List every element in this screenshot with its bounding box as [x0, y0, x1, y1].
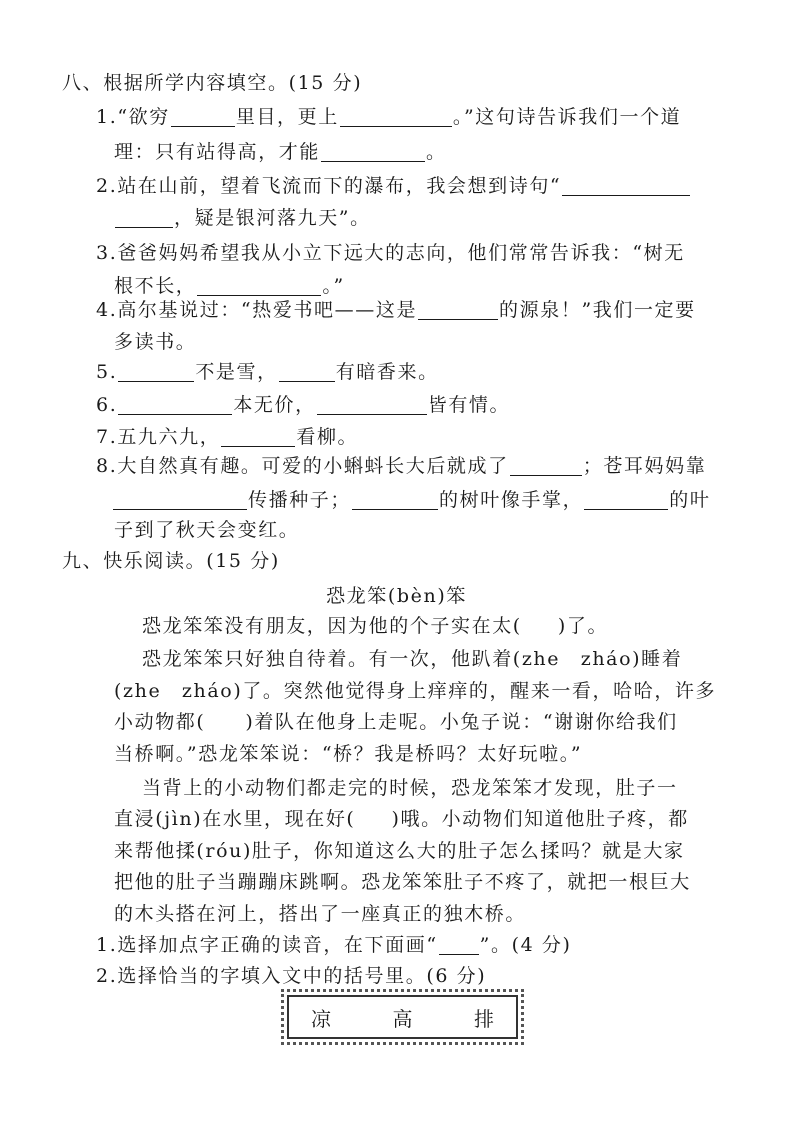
answer-blank[interactable] [418, 300, 498, 320]
text: 的叶 [669, 489, 711, 511]
story-paragraph-2-line-2: (zhe zháo)了。突然他觉得身上痒痒的，醒来一看，哈哈，许多 [114, 680, 717, 702]
text: 5. [96, 361, 118, 383]
text: 的树叶像手掌， [439, 489, 584, 511]
text: 6. [96, 394, 118, 416]
question-3-line-2 [114, 273, 345, 299]
text: 。”这句诗告诉我们一个道 [452, 106, 682, 128]
text: 的源泉！”我们一定要 [499, 299, 696, 321]
question-2-line-2 [114, 205, 371, 231]
text: ；苍耳妈妈靠 [582, 455, 707, 477]
story-title: 恐龙笨(bèn)笨 [326, 585, 467, 607]
text: 子到了秋天会变红。 [114, 519, 300, 541]
text: 。 [426, 141, 447, 163]
answer-blank[interactable] [584, 490, 668, 510]
question-8-line-1 [96, 453, 706, 479]
answer-blank[interactable] [279, 362, 335, 382]
word-choice-box [287, 995, 518, 1039]
text: 不是雪， [195, 361, 278, 383]
answer-blank[interactable] [510, 456, 582, 476]
answer-blank[interactable] [171, 107, 235, 127]
text: 看柳。 [296, 426, 359, 448]
story-paragraph-3-line-2 [114, 806, 689, 832]
answer-blank[interactable] [113, 490, 247, 510]
text: 皆有情。 [427, 394, 511, 416]
story-paragraph-3-line-3: 来帮他揉(róu)肚子，你知道这么大的肚子怎么揉吗？就是大家 [114, 840, 685, 862]
story-paragraph-3-line-4: 把他的肚子当蹦蹦床跳啊。恐龙笨笨肚子不疼了，就把一根巨大 [114, 871, 691, 893]
text: 本无价， [233, 394, 316, 416]
answer-blank[interactable] [115, 208, 173, 228]
section-9-heading: 九、快乐阅读。(15 分) [62, 550, 280, 572]
story-paragraph-1 [142, 613, 608, 639]
text: 7.五九六九， [96, 426, 221, 448]
text: 8.大自然真有趣。可爱的小蝌蚪长大后就成了 [96, 455, 509, 477]
question-7 [96, 424, 358, 450]
answer-blank[interactable] [197, 276, 321, 296]
text: 有暗香来。 [335, 361, 439, 383]
question-1-line-1 [96, 104, 681, 130]
answer-blank[interactable] [352, 490, 438, 510]
section-8-heading: 八、根据所学内容填空。(15 分) [62, 72, 363, 94]
story-paragraph-2-line-1: 恐龙笨笨只好独自待着。有一次，他趴着(zhe zháo)睡着 [142, 648, 683, 670]
text: 恐龙笨笨没有朋友，因为他的个子实在太( [142, 615, 522, 637]
text: 根不长， [114, 275, 197, 297]
text: 1.“欲穷 [96, 106, 170, 128]
text: 1.选择加点字正确的读音，在下面画“ [96, 934, 438, 956]
text: 里目，更上 [235, 106, 339, 128]
question-3-line-1 [96, 240, 685, 266]
story-paragraph-2-line-4: 当桥啊。”恐龙笨笨说：“桥？我是桥吗？太好玩啦。” [114, 743, 583, 765]
question-5 [96, 359, 439, 385]
story-paragraph-3-line-1: 当背上的小动物们都走完的时候，恐龙笨笨才发现，肚子一 [142, 777, 678, 799]
text: 多读书。 [114, 331, 197, 353]
text: 理：只有站得高，才能 [114, 141, 321, 163]
answer-blank[interactable] [118, 362, 194, 382]
task-2: 2.选择恰当的字填入文中的括号里。(6 分) [96, 965, 487, 987]
text: ，疑是银河落九天”。 [174, 207, 371, 229]
text: ”。(4 分) [479, 934, 572, 956]
text: 传播种子； [248, 489, 352, 511]
story-paragraph-3-line-5: 的木头搭在河上，搭出了一座真正的独木桥。 [114, 903, 527, 925]
text: 2.站在山前，望着飞流而下的瀑布，我会想到诗句“ [96, 175, 562, 197]
question-4-line-2 [114, 329, 196, 355]
word-choice[interactable]: 高 [392, 1006, 413, 1031]
text: )了。 [557, 615, 609, 637]
text: 直浸(jìn)在水里，现在好( [114, 808, 356, 830]
text: 小动物都( [114, 711, 206, 733]
text: 3.爸爸妈妈希望我从小立下远大的志向，他们常常告诉我：“树无 [96, 242, 685, 264]
answer-blank[interactable] [340, 107, 452, 127]
answer-blank[interactable] [118, 395, 232, 415]
answer-blank[interactable] [321, 142, 425, 162]
answer-blank[interactable] [221, 427, 295, 447]
answer-blank[interactable] [317, 395, 427, 415]
question-4-line-1 [96, 297, 696, 323]
text: 。” [322, 275, 345, 297]
text: )哦。小动物们知道他肚子疼，都 [391, 808, 689, 830]
question-8-line-2 [112, 487, 710, 513]
text: )着队在他身上走呢。小兔子说：“谢谢你给我们 [245, 711, 678, 733]
question-1-line-2 [114, 139, 447, 165]
text: 4.高尔基说过：“热爱书吧——这是 [96, 299, 418, 321]
story-paragraph-2-line-3 [114, 709, 678, 735]
task-1 [96, 932, 572, 958]
question-2-line-1 [96, 173, 691, 199]
question-8-line-3 [114, 517, 299, 543]
word-choice[interactable]: 排 [474, 1006, 494, 1031]
answer-blank[interactable] [562, 176, 690, 196]
underline-sample [439, 935, 479, 955]
word-choice[interactable]: 凉 [311, 1006, 331, 1031]
question-6 [96, 392, 510, 418]
